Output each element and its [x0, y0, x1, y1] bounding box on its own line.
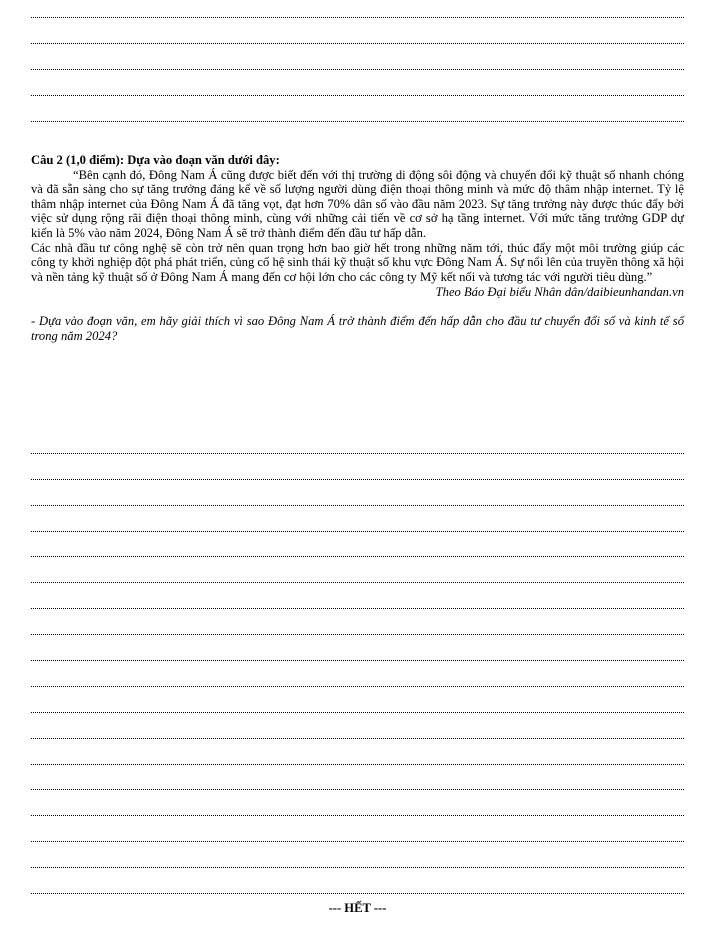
dotted-answer-line: [31, 765, 684, 791]
dotted-answer-line: [31, 96, 684, 122]
dotted-answer-line: [31, 583, 684, 609]
dotted-answer-line: [31, 428, 684, 454]
dotted-answer-line: [31, 70, 684, 96]
dotted-answer-line: [31, 609, 684, 635]
passage: [31, 168, 684, 285]
dotted-answer-line: [31, 557, 684, 583]
passage-paragraph-2: Các nhà đầu tư công nghệ sẽ còn trở nên quan trọng hơn bao giờ hết trong những năm tới, thúc đẩy một môi trường giúp các công ty khởi nghiệp đột phá phát triển, củng cố hệ sinh thái kỹ thuật số khu vực Đông Nam Á. Sự nổi lên của truyền thông xã hội và nền tảng kỹ thuật số ở Đông Nam Á mang đến cơ hội lớn cho các công ty Mỹ kết nối và tương tác với người tiêu dùng.”: [31, 240, 684, 284]
dotted-answer-line: [31, 739, 684, 765]
passage-source: Theo Báo Đại biểu Nhân dân/daibieunhandan.vn: [435, 285, 684, 300]
dotted-answer-line: [31, 816, 684, 842]
dotted-answer-line: [31, 842, 684, 868]
dotted-answer-line: [31, 506, 684, 532]
top-answer-lines: [31, 0, 684, 122]
dotted-answer-line: [31, 18, 684, 44]
dotted-answer-line: [31, 0, 684, 18]
passage-paragraph-1: “Bên cạnh đó, Đông Nam Á cũng được biết đến với thị trường di động sôi động và chuyển đổi kỹ thuật số nhanh chóng và đã sẵn sàng cho sự tăng trưởng đáng kể về số lượng người dùng điện thoại thông minh và mức độ thâm nhập internet. Tỷ lệ thâm nhập internet của Đông Nam Á đã tăng vọt, đạt hơn 70% dân số vào đầu năm 2023. Sự tăng trưởng này được thúc đẩy bởi việc sử dụng rộng rãi điện thoại thông minh, cùng với những cải tiến về cơ sở hạ tầng internet. Với mức tăng trưởng GDP dự kiến là 5% vào năm 2024, Đông Nam Á sẽ trở thành điểm đến đầu tư hấp dẫn.: [31, 167, 684, 240]
dotted-answer-line: [31, 790, 684, 816]
dotted-answer-line: [31, 480, 684, 506]
dotted-answer-line: [31, 635, 684, 661]
dotted-answer-line: [31, 661, 684, 687]
answer-lines: [31, 428, 684, 894]
dotted-answer-line: [31, 44, 684, 70]
dotted-answer-line: [31, 454, 684, 480]
dotted-answer-line: [31, 713, 684, 739]
question-heading: Câu 2 (1,0 điểm): Dựa vào đoạn văn dưới đây:: [31, 153, 280, 167]
question-2: [31, 153, 684, 343]
dotted-answer-line: [31, 687, 684, 713]
question-task: - Dựa vào đoạn văn, em hãy giải thích vì sao Đông Nam Á trở thành điểm đến hấp dẫn cho đầu tư chuyển đổi số và kinh tế số trong năm 2024?: [31, 313, 684, 343]
dotted-answer-line: [31, 532, 684, 558]
dotted-answer-line: [31, 868, 684, 894]
end-mark: --- HẾT ---: [328, 901, 387, 915]
